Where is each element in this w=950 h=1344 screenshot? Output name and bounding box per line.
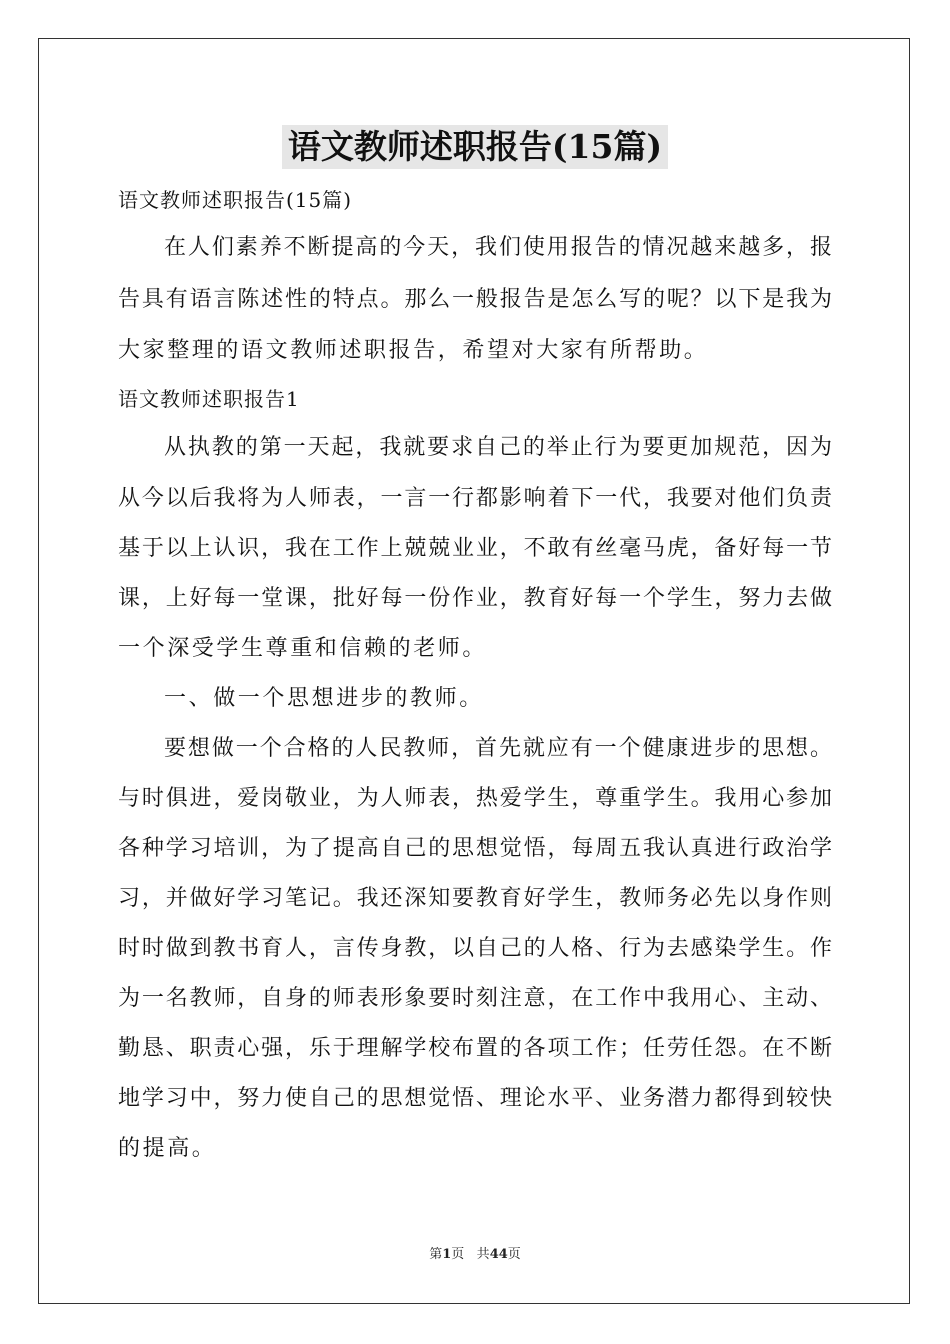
point1-line-4: 习，并做好学习笔记。我还深知要教育好学生，教师务必先以身作则 — [118, 886, 832, 911]
point1-line-6: 为一名教师，自身的师表形象要时刻注意，在工作中我用心、主动、 — [118, 986, 832, 1011]
point1-line-7: 勤恳、职责心强，乐于理解学校布置的各项工作；任劳任怨。在不断 — [118, 1036, 832, 1061]
footer-total-suffix: 页 — [507, 1247, 521, 1262]
section1-heading: 语文教师述职报告1 — [118, 387, 300, 411]
page-border — [38, 38, 910, 1304]
title-wrap — [0, 125, 950, 169]
footer-page-suffix: 页 — [451, 1247, 465, 1262]
section1-line-5: 一个深受学生尊重和信赖的老师。 — [118, 636, 488, 661]
footer-total-pages: 44 — [489, 1247, 508, 1262]
section1-line-2: 从今以后我将为人师表，一言一行都影响着下一代，我要对他们负责 — [118, 486, 832, 511]
document-title: 语文教师述职报告(15篇) — [282, 125, 668, 169]
section1-line-3: 基于以上认识，我在工作上兢兢业业，不敢有丝毫马虎，备好每一节 — [118, 536, 832, 561]
intro-line-3: 大家整理的语文教师述职报告，希望对大家有所帮助。 — [118, 338, 709, 363]
footer-page-number: 1 — [442, 1247, 452, 1262]
footer-page-prefix: 第 — [429, 1247, 443, 1262]
point1-heading: 一、做一个思想进步的教师。 — [164, 686, 484, 711]
document-subtitle: 语文教师述职报告(15篇) — [118, 188, 353, 212]
point1-line-2: 与时俱进，爱岗敬业，为人师表，热爱学生，尊重学生。我用心参加 — [118, 786, 832, 811]
point1-line-5: 时时做到教书育人，言传身教，以自己的人格、行为去感染学生。作 — [118, 936, 832, 961]
point1-line-8: 地学习中，努力使自己的思想觉悟、理论水平、业务潜力都得到较快 — [118, 1086, 832, 1111]
section1-line-1: 从执教的第一天起，我就要求自己的举止行为要更加规范，因为 — [164, 435, 832, 460]
point1-line-9: 的提高。 — [118, 1136, 217, 1161]
point1-line-3: 各种学习培训，为了提高自己的思想觉悟，每周五我认真进行政治学 — [118, 836, 832, 861]
intro-line-2: 告具有语言陈述性的特点。那么一般报告是怎么写的呢？以下是我为 — [118, 287, 832, 312]
footer-total-prefix: 共 — [476, 1247, 490, 1262]
section1-line-4: 课，上好每一堂课，批好每一份作业，教育好每一个学生，努力去做 — [118, 586, 832, 611]
point1-line-1: 要想做一个合格的人民教师，首先就应有一个健康进步的思想。 — [164, 736, 832, 761]
intro-line-1: 在人们素养不断提高的今天，我们使用报告的情况越来越多，报 — [164, 235, 832, 260]
page-footer — [0, 1246, 950, 1264]
